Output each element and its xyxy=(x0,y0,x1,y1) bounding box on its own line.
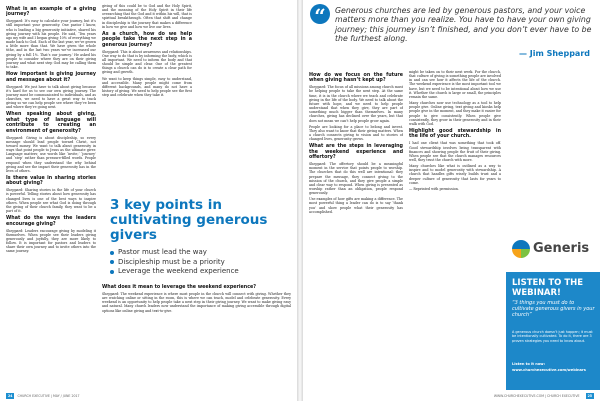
bullet-dot-icon xyxy=(110,251,114,255)
section-heading: What are the steps in leveraging the weekend experience and offertory? xyxy=(309,144,403,161)
body-paragraph: Sheppard: It’s easy to calculate your journey, but it’s still important your generosity. One pastor I know, who is leading a big generosity initiative, shared his giving journey with his people. He said, ‘Ten years ago my wife and I began giving 10% of everything we made back to God. Each of the last year, we’ve grown a little more than that. We have given the whole tithe, and in the last two years we’ve increased our giving by a full 1%. That’s our journey.’ He asked his people to consider where they are on their giving journey and what next step God may be calling them to take. xyxy=(6,19,96,70)
webinar-ad[interactable] xyxy=(506,226,600,390)
section-heading: What does it mean to leverage the weekend experience? xyxy=(102,285,257,290)
ad-logo-text: Generis xyxy=(533,241,590,256)
body-paragraph: Many churches like what is outlined as a way to inspire and to model generosity with stewardship. A church that handles gifts wisely builds trust and a deeper culture of generosity that lasts for years to come. xyxy=(409,164,501,185)
footer-text: WWW.CHURCHEXECUTIVE.COM | CHURCH EXECUTIVE xyxy=(493,393,580,398)
body-paragraph: Sheppard: The offertory should be a meaningful moment in the service that points people to worship. The churches that do this well are intentional: they prepare the message, they connect giving to the mission of the church, and they give people a simple and clear way to respond. When giving is presented as worship rather than an obligation, people respond generously. xyxy=(309,162,403,196)
right-column-2 xyxy=(409,70,501,388)
section-heading: Highlight good stewardship in the life of your church. xyxy=(409,129,501,140)
body-paragraph: Sheppard: The weekend experience is where most people in the church will connect with giving. Whether they are watching online or sitting in the room, this is where we can teach, model and celebrate generosity. Every weekend is an opportunity to help people take a next step in their giving journey. We want to make giving easy and natural. Many church leaders now understand the importance of making giving accessible through digital options like online giving and text-to-give. xyxy=(102,291,291,313)
body-paragraph: Sheppard: Giving is about discipleship, so every message should lead people toward Christ, not toward money. We want to talk about generosity in ways that point people to Jesus as the ultimate giver. Language matters; use words like ‘invite,’ ‘journey’ and ‘step’ rather than pressure-filled words. People respond when they understand the why behind giving and see the impact their generosity has in the lives of others. xyxy=(6,135,96,173)
body-paragraph: Sheppard: Leaders encourage giving by modeling it themselves. When people see their leaders giving generously and joyfully, they are more likely to follow. It is important for pastors and leaders to share their own journey and to invite others into the same journey. xyxy=(6,228,96,254)
generis-logo-icon xyxy=(512,240,530,258)
quote-icon: “ xyxy=(310,4,330,24)
callout-bullet: Discipleship must be a priority xyxy=(110,258,290,268)
body-paragraph: Sheppard: We just have to talk about giving because it’s hard for us to see our own giving journey. The journey must be communicated to individuals, and as churches, we need to have a great way to track giving so we can help people see where they’ve been and where they’re going next. xyxy=(6,84,96,110)
right-column-3 xyxy=(507,70,595,222)
left-page xyxy=(0,0,297,401)
body-paragraph: Sheppard: This is about awareness and relationships. One way to do that is by informing the body, which is all important. We need to inform the body and that should be simple and clear. One of the greatest things a church can do is to create a clear path for giving and growth. xyxy=(102,49,192,75)
ad-body: A generous church doesn’t just happen; it must be intentionally cultivated. To do it, there are 3 proven strategies you need to know about. xyxy=(512,330,593,343)
body-paragraph: — Reprinted with permission. xyxy=(409,186,459,191)
quote-author: — Jim Sheppard xyxy=(518,49,590,58)
callout-title: 3 key points in cultivating generous givers xyxy=(110,197,268,243)
key-points-callout xyxy=(110,198,290,277)
quote-text: Generous churches are led by generous pastors, and your voice matters more than you realize. You have to have your own giving journey; this journey isn’t finished, and you don’t ever have to be the furthest along. xyxy=(335,6,592,43)
ad-listen: Listen to it now: xyxy=(512,362,546,366)
left-footer xyxy=(0,390,297,401)
section-heading: What do the ways the leaders encourage giving? xyxy=(6,216,96,227)
right-footer xyxy=(303,390,600,401)
ad-subhead: “3 things you must do to cultivate generous givers in your church” xyxy=(512,300,595,318)
section-heading: How important is giving journey and messages about it? xyxy=(6,72,96,83)
section-heading: When speaking about giving, what type of language will contribute to creating an environment of generosity? xyxy=(6,112,96,134)
section-heading: Is there value in sharing stories about giving? xyxy=(6,175,96,187)
bullet-dot-icon xyxy=(110,260,114,264)
bullet-dot-icon xyxy=(110,270,114,274)
left-column-3 xyxy=(199,4,291,194)
body-paragraph: Many churches now use technology as a tool to help people give. Online giving, text giving and kiosks help people give in the moment, and they make it easier for people to give consistently. When people give consistently, they grow in their generosity and in their walk with God. xyxy=(409,101,501,126)
section-heading: What is an example of a giving journey? xyxy=(6,7,96,18)
pull-quote xyxy=(303,0,600,66)
ad-url-link[interactable]: www.churchexecutive.com/webinars xyxy=(512,368,586,372)
body-paragraph: giving of this could be to God and the Holy Spirit, and the meaning of the Holy Spirit in their life overarching that the God and it within his will, that is spiritual breakthrough. Often that shift and change in discipleship is the journey that makes a difference in how we give and how we live our lives. xyxy=(102,4,192,29)
page-number: 25 xyxy=(587,393,592,398)
body-paragraph: I had one client that was something that took off. Good stewardship involves being transparent with finances and showing people the fruit of their giving. When people see that the church manages resources well, they trust the church with more. xyxy=(409,141,501,162)
right-page xyxy=(303,0,600,401)
footer-text: CHURCH EXECUTIVE | MAY / JUNE 2017 xyxy=(17,393,80,398)
body-paragraph: We want to keep things simple, easy to understand, and accessible. Many people might come from different backgrounds, and many do not have a history of giving. We need to help people see the first step and celebrate when they take it. xyxy=(102,76,192,98)
left-column-lower xyxy=(102,282,291,386)
ad-brand xyxy=(506,226,600,272)
page-number: 24 xyxy=(8,393,13,398)
left-column-1 xyxy=(6,4,96,384)
body-paragraph: People are looking for a place to belong and invest. They also want to know that their giving matters. When a church connects giving to vision and to stories of changed lives, generosity grows. xyxy=(309,124,403,142)
body-paragraph: Sheppard: The focus of all missions among church must be helping people to take the next step. At the same time, it is in the church where we teach and celebrate giving in the life of the body. We need to talk about the future with hope, and we need to help people understand that when they give, they are part of something much bigger than themselves. In many churches, giving has declined over the years, but that does not mean we can’t help people grow again. xyxy=(309,85,403,123)
callout-bullet: Pastor must lead the way xyxy=(110,248,290,258)
section-heading: As a church, how do we help people take the next step in a generous journey? xyxy=(102,31,192,48)
body-paragraph: Sheppard: Sharing stories in the life of your church is powerful. Telling stories about how generosity has changed lives is one of the best ways to inspire others. When people see what God is doing through the giving of their church family, they want to be a part of it. xyxy=(6,188,96,214)
body-paragraph: Use examples of how gifts are making a difference. The most powerful thing a leader can do is to say ‘thank you’ and show people what their generosity has accomplished. xyxy=(309,197,403,214)
left-column-2 xyxy=(102,4,192,194)
callout-bullet: Leverage the weekend experience xyxy=(110,267,290,277)
body-paragraph: might be taken on to their next week. For the church, that culture of giving is something people are involved in and can see how it affects the life of the church. The weekend experience is the most important tool we have, but we need to be intentional about how we use it. Whether the church is large or small, the principles remain the same. xyxy=(409,70,501,99)
right-column-1 xyxy=(309,70,403,388)
ad-headline: LISTEN TO THE WEBINAR! xyxy=(512,278,584,298)
section-heading: How do we focus on the future when giving hasn’t kept up? xyxy=(309,73,403,84)
